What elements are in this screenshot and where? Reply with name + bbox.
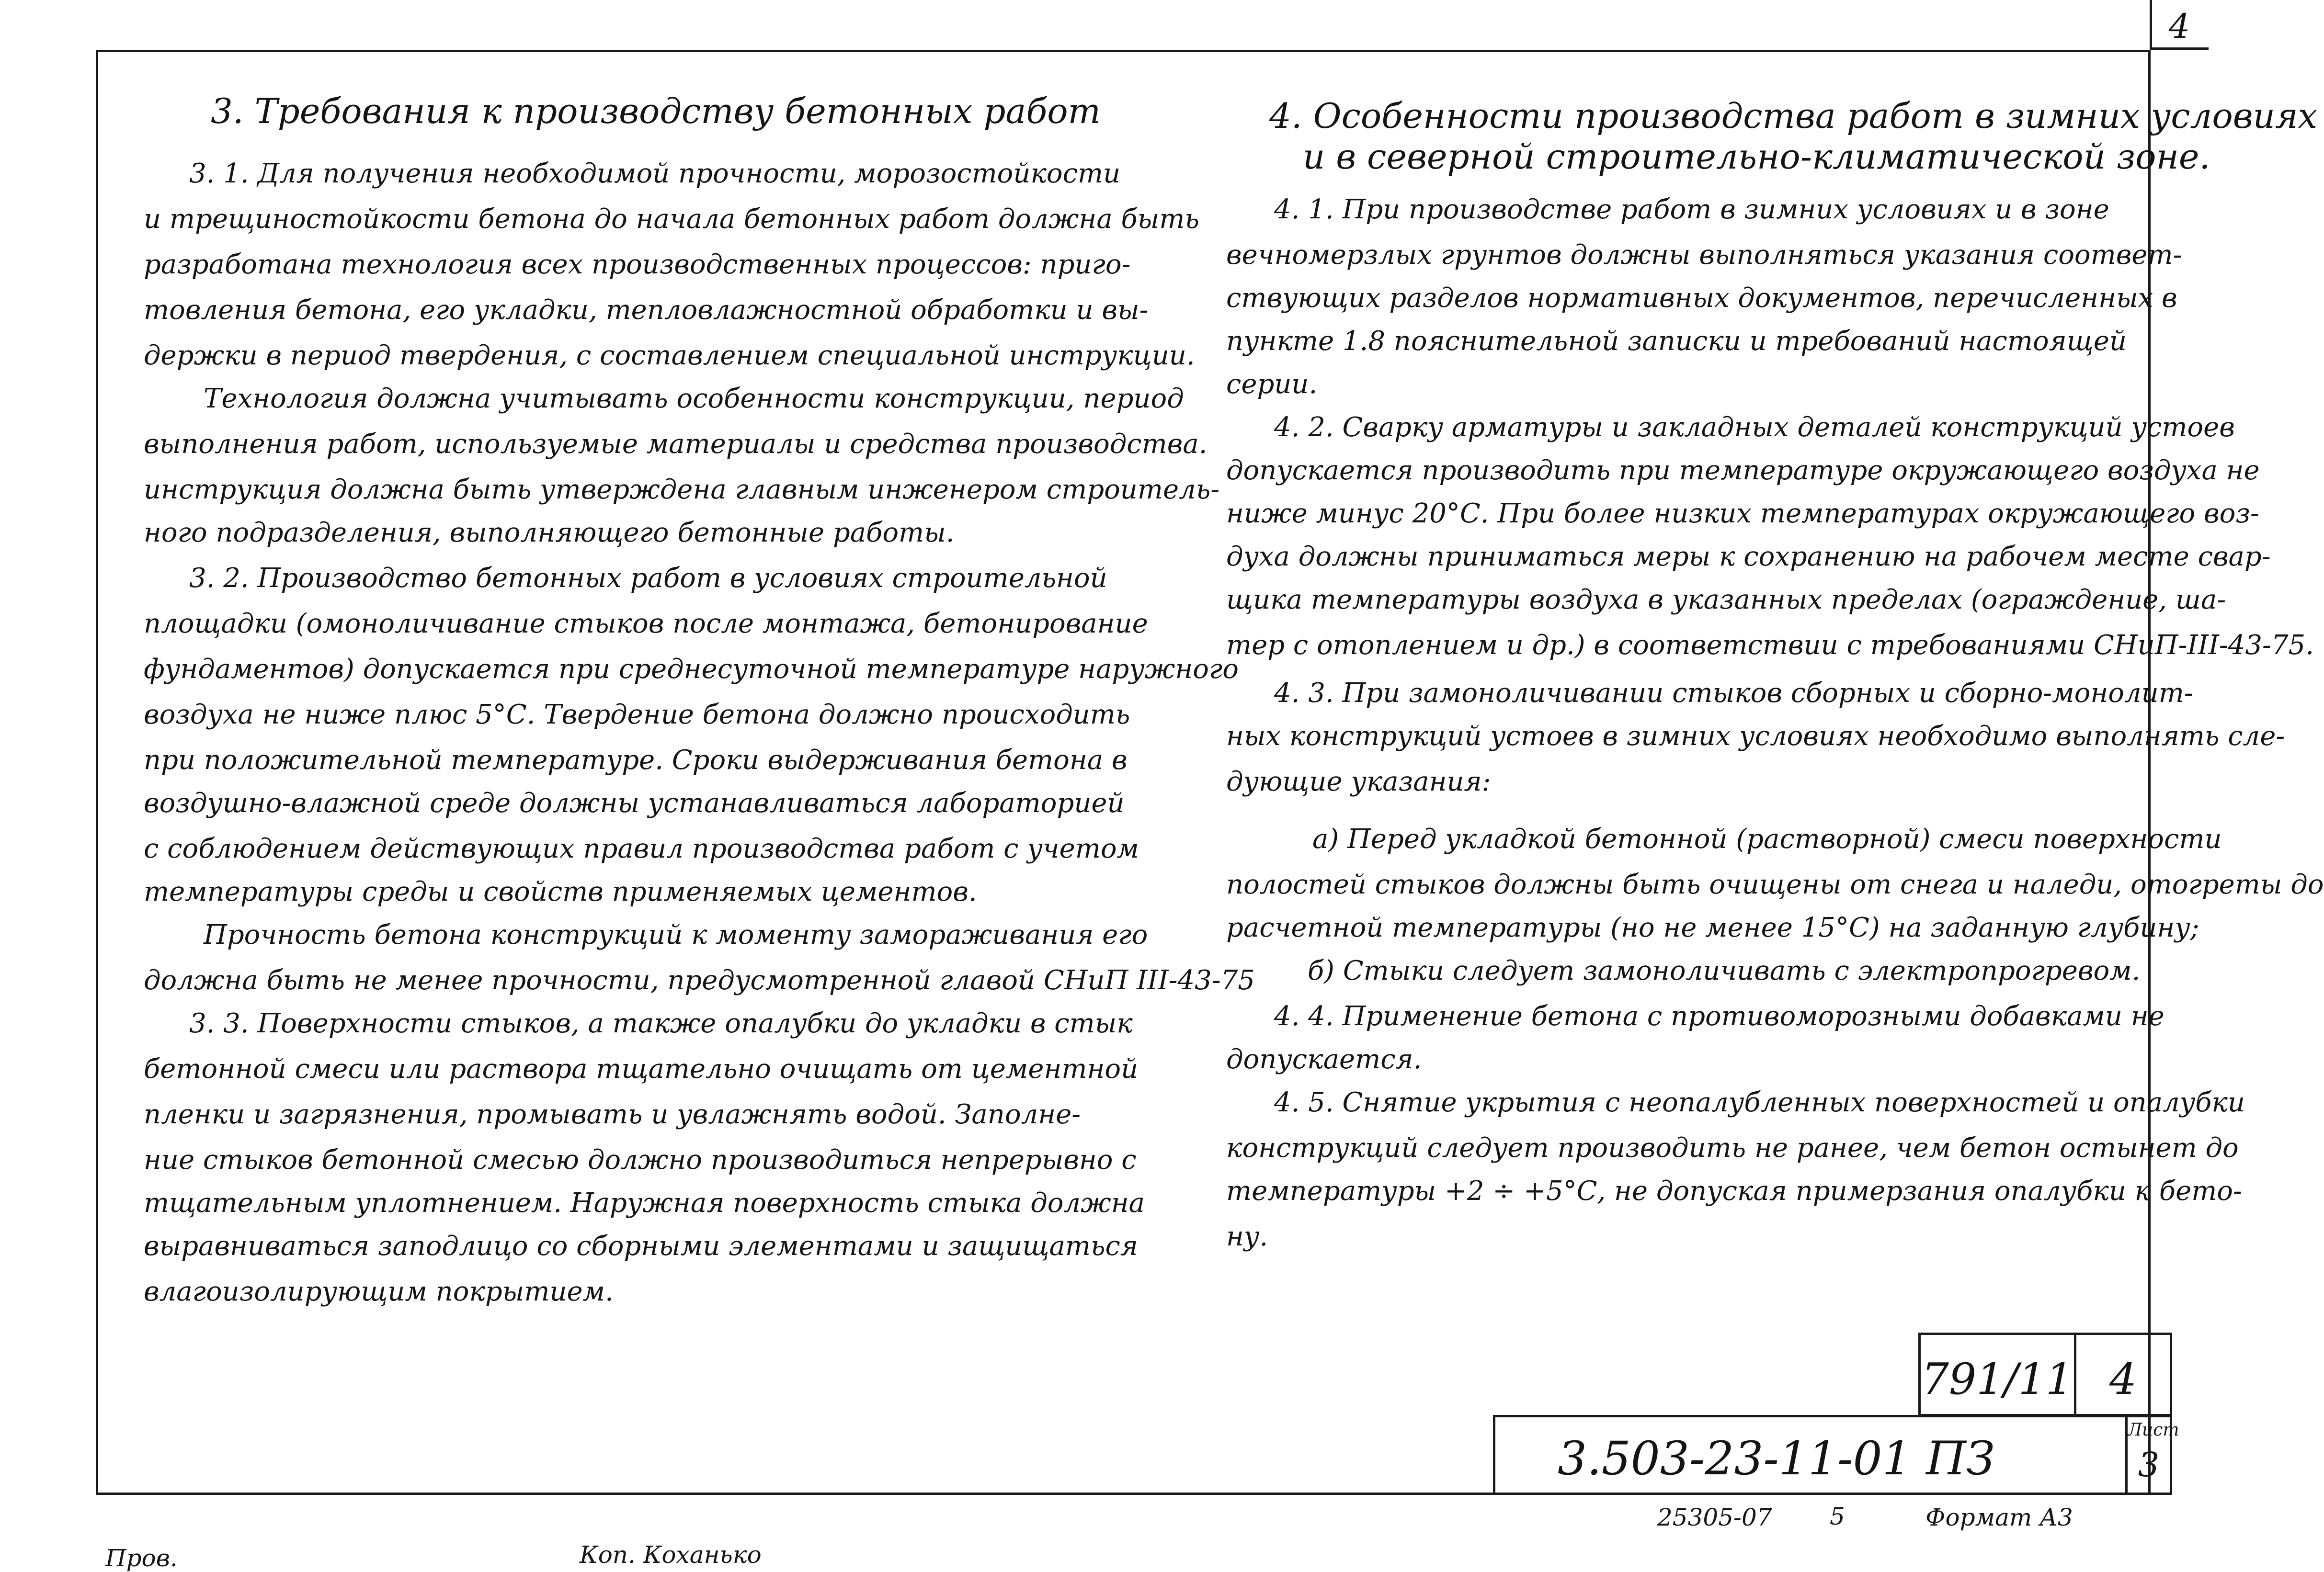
section-4-line-2: вечномерзлых грунтов должны выполняться указания соответ-	[1226, 239, 2182, 271]
album-number: 791/11	[1921, 1354, 2073, 1404]
checked-label: Пров.	[105, 1544, 178, 1572]
section-4-line-20: допускается.	[1226, 1044, 1422, 1075]
section-3-line-20: 3. 3. Поверхности стыков, а также опалубки до укладки в стык	[189, 1008, 1133, 1039]
sheet-number: 3	[2138, 1445, 2160, 1484]
section-3-line-1: 3. 1. Для получения необходимой прочности, морозостойкости	[189, 158, 1121, 189]
section-3-line-26: влагоизолирующим покрытием.	[144, 1276, 614, 1307]
section-3-line-23: ние стыков бетонной смесью должно производиться непрерывно с	[144, 1144, 1137, 1176]
section-4-line-11: тер с отоплением и др.) в соответствии с требованиями СНиП-III-43-75.	[1226, 630, 2314, 661]
section-3-line-11: площадки (омоноличивание стыков после монтажа, бетонирование	[144, 608, 1148, 639]
section-4-line-24: ну.	[1226, 1221, 1268, 1252]
section-4-line-9: духа должны приниматься меры к сохранению на рабочем месте свар-	[1226, 541, 2271, 572]
section-4-line-22: конструкций следует производить не ранее, чем бетон остынет до	[1226, 1132, 2239, 1164]
section-4-line-8: ниже минус 20°С. При более низких температурах окружающего воз-	[1226, 498, 2259, 529]
section-4-line-1: 4. 1. При производстве работ в зимних условиях и в зоне	[1274, 194, 2109, 225]
section-4-line-15: а) Перед укладкой бетонной (растворной) смеси поверхности	[1312, 824, 2222, 855]
section-3-line-14: при положительной температуре. Сроки выдерживания бетона в	[144, 745, 1128, 776]
section-3-line-22: пленки и загрязнения, промывать и увлажнять водой. Заполне-	[144, 1099, 1081, 1130]
section-3-line-10: 3. 2. Производство бетонных работ в условиях строительной	[189, 563, 1107, 594]
section-3-line-12: фундаментов) допускается при среднесуточной температуре наружного	[144, 654, 1239, 685]
section-3-line-17: температуры среды и свойств применяемых цементов.	[144, 876, 977, 907]
section-4-line-13: ных конструкций устоев в зимних условиях необходимо выполнять сле-	[1226, 721, 2285, 752]
section-4-line-5: серии.	[1226, 369, 1318, 400]
section-3-line-15: воздушно-влажной среде должны устанавливаться лабораторией	[144, 788, 1125, 819]
section-3-line-24: тщательным уплотнением. Наружная поверхность стыка должна	[144, 1187, 1145, 1219]
section-3-line-8: инструкция должна быть утверждена главным инженером строитель-	[144, 474, 1220, 505]
document-code-cell	[1493, 1415, 2128, 1495]
section-3-line-7: выполнения работ, используемые материалы и средства производства.	[144, 429, 1208, 460]
section-4-heading-line2: и в северной строительно-климатической зоне.	[1303, 136, 2210, 177]
section-3-line-3: разработана технология всех производственных процессов: приго-	[144, 249, 1131, 280]
sheet-cell	[2125, 1415, 2179, 1495]
section-3-line-2: и трещиностойкости бетона до начала бетонных работ должна быть	[144, 204, 1199, 235]
section-3-line-6: Технология должна учитывать особенности конструкции, период	[204, 383, 1184, 414]
copied-by: Коп. Коханько	[580, 1541, 762, 1569]
section-4-line-19: 4. 4. Применение бетона с противоморозными добавками не	[1274, 1001, 2165, 1032]
section-3-line-18: Прочность бетона конструкций к моменту замораживания его	[204, 919, 1148, 950]
section-3-line-16: с соблюдением действующих правил производства работ с учетом	[144, 833, 1139, 864]
copy-number: 5	[1830, 1503, 1845, 1530]
section-3-heading: 3. Требования к производству бетонных работ	[211, 91, 1101, 131]
section-3-line-5: держки в период твердения, с составлением специальной инструкции.	[144, 340, 1195, 371]
section-4-line-21: 4. 5. Снятие укрытия с неопалубленных поверхностей и опалубки	[1274, 1087, 2245, 1118]
section-4-line-16: полостей стыков должны быть очищены от снега и наледи, отогреты до	[1226, 869, 2324, 900]
document-code: 3.503-23-11-01 ПЗ	[1558, 1432, 1995, 1485]
corner-page-number: 4	[2168, 7, 2190, 46]
section-4-line-12: 4. 3. При замоноличивании стыков сборных и сборно-монолит-	[1274, 678, 2193, 709]
album-sheet-cell	[2074, 1333, 2172, 1416]
section-3-line-25: выравниваться заподлицо со сборными элементами и защищаться	[144, 1231, 1138, 1262]
paper-format: Формат А3	[1925, 1504, 2073, 1531]
section-4-line-3: ствующих разделов нормативных документов, перечисленных в	[1226, 283, 2177, 314]
section-3-line-4: товления бетона, его укладки, тепловлажностной обработки и вы-	[144, 294, 1149, 326]
section-4-line-17: расчетной температуры (но не менее 15°С) на заданную глубину;	[1226, 912, 2199, 943]
section-4-line-10: щика температуры воздуха в указанных пределах (ограждение, ша-	[1226, 584, 2226, 615]
album-number-cell	[1918, 1333, 2076, 1416]
section-4-line-7: допускается производить при температуре окружающего воздуха не	[1226, 455, 2260, 486]
section-4-line-14: дующие указания:	[1226, 766, 1491, 797]
inventory-number: 25305-07	[1657, 1504, 1772, 1531]
section-3-line-19: должна быть не менее прочности, предусмотренной главой СНиП III-43-75	[144, 965, 1255, 996]
section-4-line-18: б) Стыки следует замоноличивать с электропрогревом.	[1308, 955, 2141, 986]
album-sheet-number: 4	[2109, 1354, 2137, 1404]
section-3-line-13: воздуха не ниже плюс 5°С. Твердение бетона должно происходить	[144, 699, 1130, 730]
section-4-line-4: пункте 1.8 пояснительной записки и требований настоящей	[1226, 326, 2127, 357]
section-4-line-23: температуры +2 ÷ +5°С, не допуская примерзания опалубки к бето-	[1226, 1176, 2242, 1207]
sheet-label: Лист	[2128, 1420, 2179, 1440]
section-4-line-6: 4. 2. Сварку арматуры и закладных деталей конструкций устоев	[1274, 412, 2235, 443]
section-3-line-21: бетонной смеси или раствора тщательно очищать от цементной	[144, 1053, 1139, 1085]
section-3-line-9: ного подразделения, выполняющего бетонные работы.	[144, 517, 955, 548]
section-4-heading-line1: 4. Особенности производства работ в зимних условиях	[1269, 96, 2318, 136]
